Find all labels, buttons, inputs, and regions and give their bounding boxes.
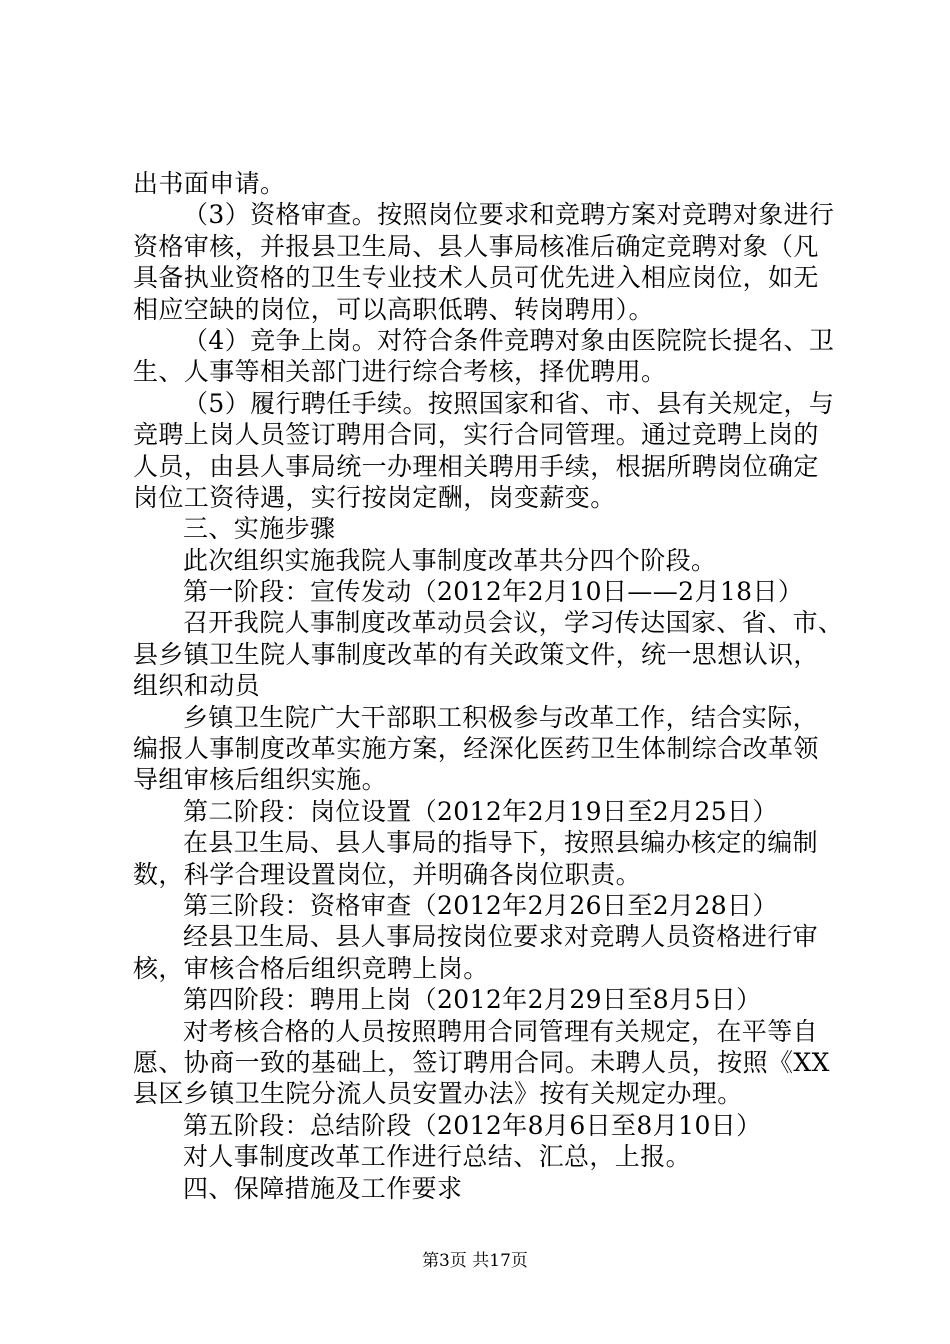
- phase-heading: 第五阶段：总结阶段（2012年8月6日至8月10日）: [183, 1110, 762, 1140]
- text-line: 县区乡镇卫生院分流人员安置办法》按有关规定办理。: [133, 1079, 743, 1109]
- text-line: 竞聘上岗人员签订聘用合同，实行合同管理。通过竞聘上岗的: [133, 420, 819, 450]
- text-line: 人员，由县人事局统一办理相关聘用手续，根据所聘岗位确定: [133, 451, 819, 481]
- text-line: 数，科学合理设置岗位，并明确各岗位职责。: [133, 859, 642, 889]
- text-line: 县乡镇卫生院人事制度改革的有关政策文件，统一思想认识，: [133, 639, 819, 669]
- phase-heading: 第二阶段：岗位设置（2012年2月19日至2月25日）: [183, 796, 778, 826]
- text-line: 导组审核后组织实施。: [133, 765, 388, 795]
- text-line: 经县卫生局、县人事局按岗位要求对竞聘人员资格进行审: [183, 922, 819, 952]
- document-body: [133, 168, 844, 1204]
- text-line: 召开我院人事制度改革动员会议，学习传达国家、省、市、: [183, 608, 844, 638]
- text-line: 对人事制度改革工作进行总结、汇总，上报。: [183, 1142, 692, 1172]
- text-line: 岗位工资待遇，实行按岗定酬，岗变薪变。: [133, 482, 616, 512]
- text-line: （4）竞争上岗。对符合条件竞聘对象由医院院长提名、卫: [183, 325, 835, 355]
- phase-heading: 第三阶段：资格审查（2012年2月26日至2月28日）: [183, 890, 778, 920]
- phase-heading: 第四阶段：聘用上岗（2012年2月29日至8月5日）: [183, 985, 762, 1015]
- text-line: 在县卫生局、县人事局的指导下，按照县编办核定的编制: [183, 828, 819, 858]
- text-line: 核，审核合格后组织竞聘上岗。: [133, 953, 489, 983]
- text-line: 具备执业资格的卫生专业技术人员可优先进入相应岗位，如无: [133, 263, 819, 293]
- phase-heading: 第一阶段：宣传发动（2012年2月10日——2月18日）: [183, 577, 804, 607]
- page-number: 第3页 共17页: [422, 1251, 528, 1271]
- text-line: 对考核合格的人员按照聘用合同管理有关规定，在平等自: [183, 1016, 819, 1046]
- text-line: 组织和动员: [133, 671, 261, 701]
- text-line: 出书面申请。: [133, 169, 286, 198]
- text-line: 此次组织实施我院人事制度改革共分四个阶段。: [183, 545, 717, 575]
- text-line: 资格审核，并报县卫生局、县人事局核准后确定竞聘对象（凡: [133, 231, 819, 261]
- text-line: 相应空缺的岗位，可以高职低聘、转岗聘用）。: [133, 294, 654, 324]
- text-line: 愿、协商一致的基础上，签订聘用合同。未聘人员，按照《XX: [133, 1047, 830, 1077]
- text-line: 乡镇卫生院广大干部职工积极参与改革工作，结合实际，: [183, 702, 819, 732]
- section-heading: 四、保障措施及工作要求: [183, 1173, 463, 1203]
- text-line: （5）履行聘任手续。按照国家和省、市、县有关规定，与: [183, 388, 835, 418]
- section-heading: 三、实施步骤: [183, 514, 336, 544]
- text-line: （3）资格审查。按照岗位要求和竞聘方案对竞聘对象进行: [183, 200, 835, 230]
- text-line: 编报人事制度改革实施方案，经深化医药卫生体制综合改革领: [133, 734, 819, 764]
- text-line: 生、人事等相关部门进行综合考核，择优聘用。: [133, 357, 667, 387]
